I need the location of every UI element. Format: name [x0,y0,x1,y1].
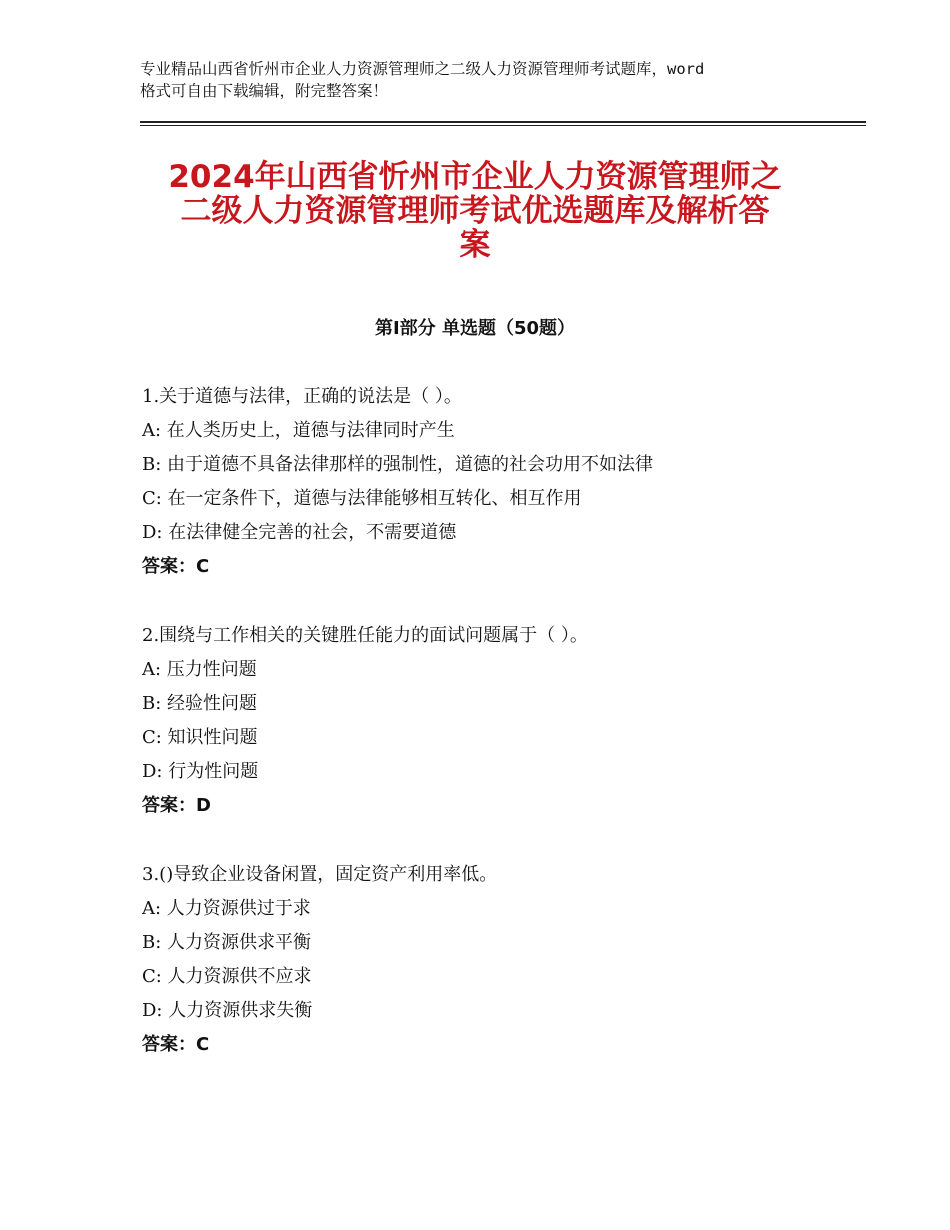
answer: 答案：D [142,795,211,816]
answer: 答案：C [142,556,210,577]
answer: 答案：C [142,1034,210,1055]
question-2 [142,619,862,823]
option-d: D: 在法律健全完善的社会，不需要道德 [142,522,457,543]
question-stem: 3.()导致企业设备闲置，固定资产利用率低。 [142,864,498,885]
document-title [120,160,830,262]
header-note-line-2: 格式可自由下载编辑，附完整答案！ [140,82,389,100]
question-stem: 2.围绕与工作相关的关键胜任能力的面试问题属于（ ）。 [142,625,588,646]
option-c: C: 知识性问题 [142,727,258,748]
option-a: A: 压力性问题 [142,659,257,680]
section-heading: 第Ⅰ部分 单选题（50题） [374,318,575,339]
option-d: D: 行为性问题 [142,761,259,782]
document-title-line-1: 2024年山西省忻州市企业人力资源管理师之 [168,159,782,195]
option-b: B: 人力资源供求平衡 [142,932,312,953]
option-c: C: 在一定条件下，道德与法律能够相互转化、相互作用 [142,488,582,509]
header-note [140,58,830,102]
header-rule-thin [140,125,866,126]
option-a: A: 人力资源供过于求 [142,898,311,919]
option-d: D: 人力资源供求失衡 [142,1000,313,1021]
option-b: B: 由于道德不具备法律那样的强制性，道德的社会功用不如法律 [142,454,654,475]
option-a: A: 在人类历史上，道德与法律同时产生 [142,420,455,441]
option-b: B: 经验性问题 [142,693,258,714]
document-title-line-2: 二级人力资源管理师考试优选题库及解析答 [180,193,770,229]
header-note-line-1: 专业精品山西省忻州市企业人力资源管理师之二级人力资源管理师考试题库，word [140,60,705,78]
option-c: C: 人力资源供不应求 [142,966,312,987]
header-rule-thick [140,121,866,123]
question-3 [142,858,862,1062]
question-1 [142,380,862,584]
question-stem: 1.关于道德与法律，正确的说法是（ ）。 [142,386,462,407]
document-title-line-3: 案 [459,227,491,263]
